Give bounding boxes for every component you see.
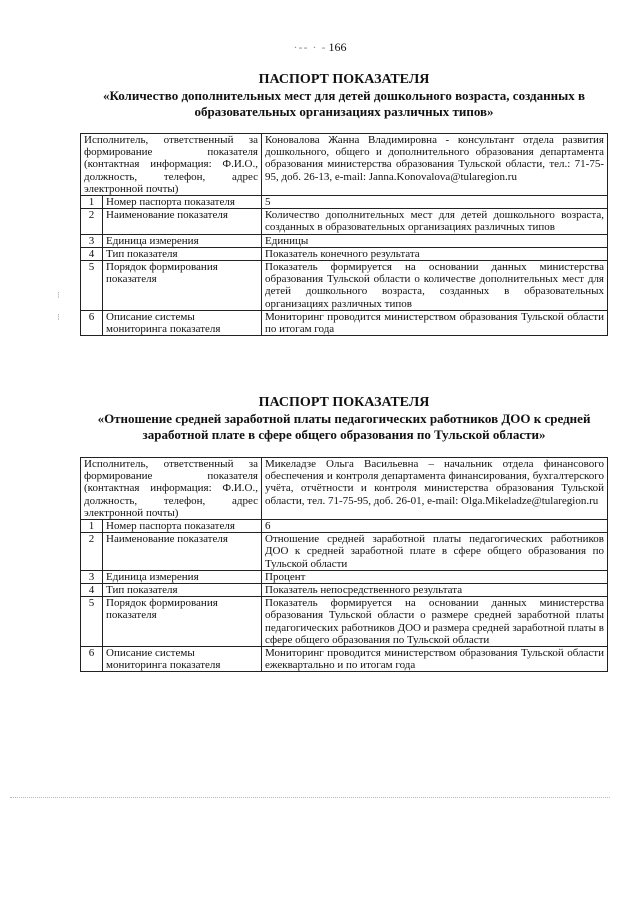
row-label: Описание системы мониторинга показателя (103, 647, 262, 672)
row-number: 6 (81, 647, 103, 672)
row-number: 1 (81, 196, 103, 209)
page-number-value: 166 (328, 40, 347, 54)
row-value: Показатель формируется на основании данных министерства образования Тульской области о размере средней заработной платы педагогических работников ДОО и размера средней заработной платы в сфере общего образования по Тульской области (262, 597, 608, 647)
row-label: Тип показателя (103, 584, 262, 597)
passport-2 (80, 395, 608, 672)
executor-label: Исполнитель, ответственный за формирование показателя (контактная информация: Ф.И.О., должность, телефон, адрес электронной почты) (81, 134, 262, 196)
row-number: 1 (81, 520, 103, 533)
table-row (81, 234, 608, 247)
table-row (81, 533, 608, 571)
row-label: Единица измерения (103, 234, 262, 247)
row-number: 3 (81, 570, 103, 583)
row-number: 2 (81, 209, 103, 234)
table-row (81, 310, 608, 335)
table-row (81, 261, 608, 311)
table-row (81, 647, 608, 672)
table-row (81, 196, 608, 209)
table-row (81, 570, 608, 583)
table-row (81, 520, 608, 533)
row-label: Единица измерения (103, 570, 262, 583)
row-label: Номер паспорта показателя (103, 520, 262, 533)
row-label: Описание системы мониторинга показателя (103, 310, 262, 335)
table-row (81, 134, 608, 196)
margin-mark-icon: ⁝ (57, 290, 60, 300)
table-row (81, 247, 608, 260)
row-number: 5 (81, 597, 103, 647)
row-number: 2 (81, 533, 103, 571)
row-value: Показатель непосредственного результата (262, 584, 608, 597)
row-value: Показатель формируется на основании данных министерства образования Тульской области о количестве дополнительных мест для детей дошкольного возраста, созданных в образовательных организациях различных типов (262, 261, 608, 311)
executor-value: Микеладзе Ольга Васильевна – начальник отдела финансового обеспечения и контроля департамента финансирования, бухгалтерского учёта, отчётности и контроля министерства образования Тульской области, тел. 71-75-95, доб. 26-01, e-mail: Olga.Mikeladze@tularegion.ru (262, 458, 608, 520)
row-label: Порядок формирования показателя (103, 261, 262, 311)
row-value: Мониторинг проводится министерством образования Тульской области по итогам года (262, 310, 608, 335)
passport-title: ПАСПОРТ ПОКАЗАТЕЛЯ (258, 395, 430, 410)
table-row (81, 458, 608, 520)
row-value: Отношение средней заработной платы педагогических работников ДОО к средней заработной плате в сфере общего образования по Тульской области (262, 533, 608, 571)
passport-1 (80, 72, 608, 336)
row-number: 5 (81, 261, 103, 311)
table-row (81, 584, 608, 597)
page-number-scribble: ·-‐ · ‐ (293, 40, 327, 54)
row-value: Показатель конечного результата (262, 247, 608, 260)
row-number: 3 (81, 234, 103, 247)
executor-value: Коновалова Жанна Владимировна - консультант отдела развития дошкольного, общего и дополнительного образования департамента образования министерства образования Тульской области, тел.: 71-75-95, доб. 26-13, e-mail: Janna.Konovalova@tularegion.ru (262, 134, 608, 196)
row-label: Наименование показателя (103, 533, 262, 571)
row-value: Единицы (262, 234, 608, 247)
passport-subtitle: «Отношение средней заработной платы педагогических работников ДОО к средней заработной плате в сфере общего образования по Тульской области» (97, 411, 591, 442)
table-row (81, 209, 608, 234)
row-value: Процент (262, 570, 608, 583)
row-number: 6 (81, 310, 103, 335)
row-label: Наименование показателя (103, 209, 262, 234)
margin-mark-icon: ⁝ (57, 312, 60, 322)
row-value: 5 (262, 196, 608, 209)
row-value: 6 (262, 520, 608, 533)
row-value: Мониторинг проводится министерством образования Тульской области ежеквартально и по итогам года (262, 647, 608, 672)
row-number: 4 (81, 584, 103, 597)
passport-table (80, 457, 608, 672)
row-value: Количество дополнительных мест для детей дошкольного возраста, созданных в образовательных организациях различных типов (262, 209, 608, 234)
row-number: 4 (81, 247, 103, 260)
scan-artifact-line (10, 797, 610, 802)
executor-label: Исполнитель, ответственный за формирование показателя (контактная информация: Ф.И.О., должность, телефон, адрес электронной почты) (81, 458, 262, 520)
row-label: Номер паспорта показателя (103, 196, 262, 209)
table-row (81, 597, 608, 647)
passport-subtitle: «Количество дополнительных мест для детей дошкольного возраста, созданных в образовательных организациях различных типов» (102, 88, 586, 119)
row-label: Порядок формирования показателя (103, 597, 262, 647)
page-number (0, 40, 640, 55)
row-label: Тип показателя (103, 247, 262, 260)
passport-table (80, 133, 608, 336)
passport-title: ПАСПОРТ ПОКАЗАТЕЛЯ (258, 72, 430, 87)
